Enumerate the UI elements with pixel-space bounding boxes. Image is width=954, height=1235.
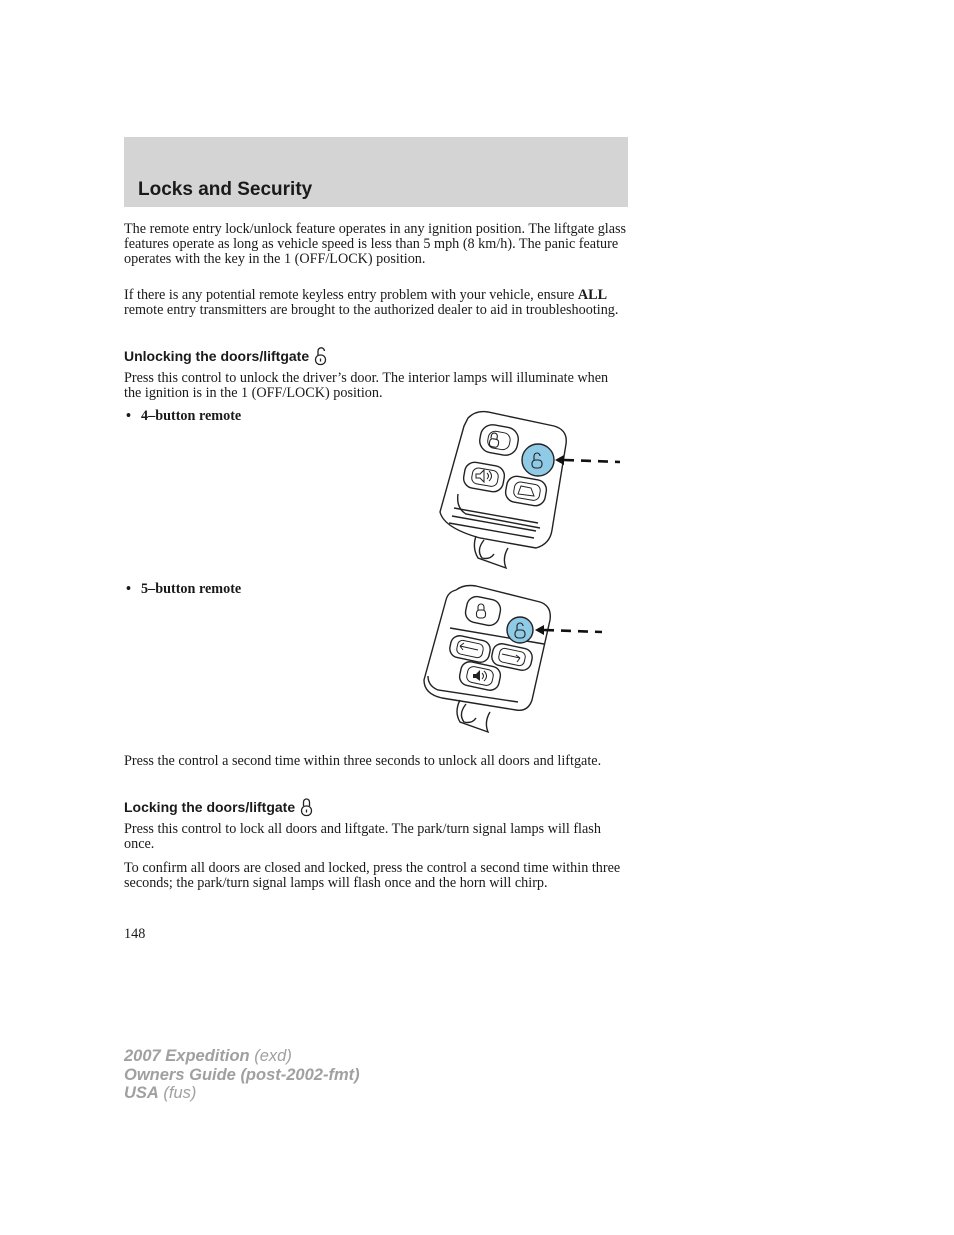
four-button-remote-illustration: [436, 408, 622, 574]
locking-heading: Locking the doors/liftgate: [124, 797, 313, 817]
document-footer: [124, 1047, 360, 1103]
five-button-remote-illustration: [420, 582, 606, 744]
bullet-5-button: • 5–button remote: [126, 581, 242, 597]
unlocking-heading: Unlocking the doors/liftgate: [124, 346, 328, 366]
bullet-4-button: • 4–button remote: [126, 408, 242, 424]
emphasis-all: ALL: [577, 287, 608, 303]
lock-icon: [300, 797, 313, 817]
pointer-arrow: [555, 455, 620, 465]
remote-unlock-button-highlighted: [507, 617, 533, 643]
footer-line-2: Owners Guide (post-2002-fmt): [124, 1065, 360, 1084]
second-press-text: Press the control a second time within three seconds to unlock all doors and liftgate.: [124, 753, 602, 769]
locking-paragraph-2: To confirm all doors are closed and locked, press the control a second time within three seconds; the park/turn signal lamps will flash once and the horn will chirp.: [124, 860, 621, 892]
footer-line-3: USA (fus): [124, 1084, 197, 1102]
unlock-icon: [314, 346, 328, 366]
page-number: 148: [124, 926, 146, 942]
footer-line-1: 2007 Expedition (exd): [124, 1047, 292, 1065]
section-title: Locks and Security: [138, 179, 313, 200]
unlocking-text: Press this control to unlock the driver’s door. The interior lamps will illuminate when the ignition is in the 1 (OFF/LOCK) position.: [124, 370, 609, 402]
remote-unlock-button-highlighted: [522, 444, 554, 476]
intro-paragraph-1: The remote entry lock/unlock feature operates in any ignition position. The liftgate glass features operate as long as vehicle speed is less than 5 mph (8 km/h). The panic feature operates with the key in the 1 (OFF/LOCK) position.: [124, 221, 627, 268]
locking-paragraph-1: Press this control to lock all doors and liftgate. The park/turn signal lamps will flash once.: [124, 821, 601, 853]
section-header-band: [124, 137, 628, 207]
intro-paragraph-2: If there is any potential remote keyless entry problem with your vehicle, ensure ALL remote entry transmitters are brought to the authorized dealer to aid in troubleshooting.: [124, 287, 619, 319]
